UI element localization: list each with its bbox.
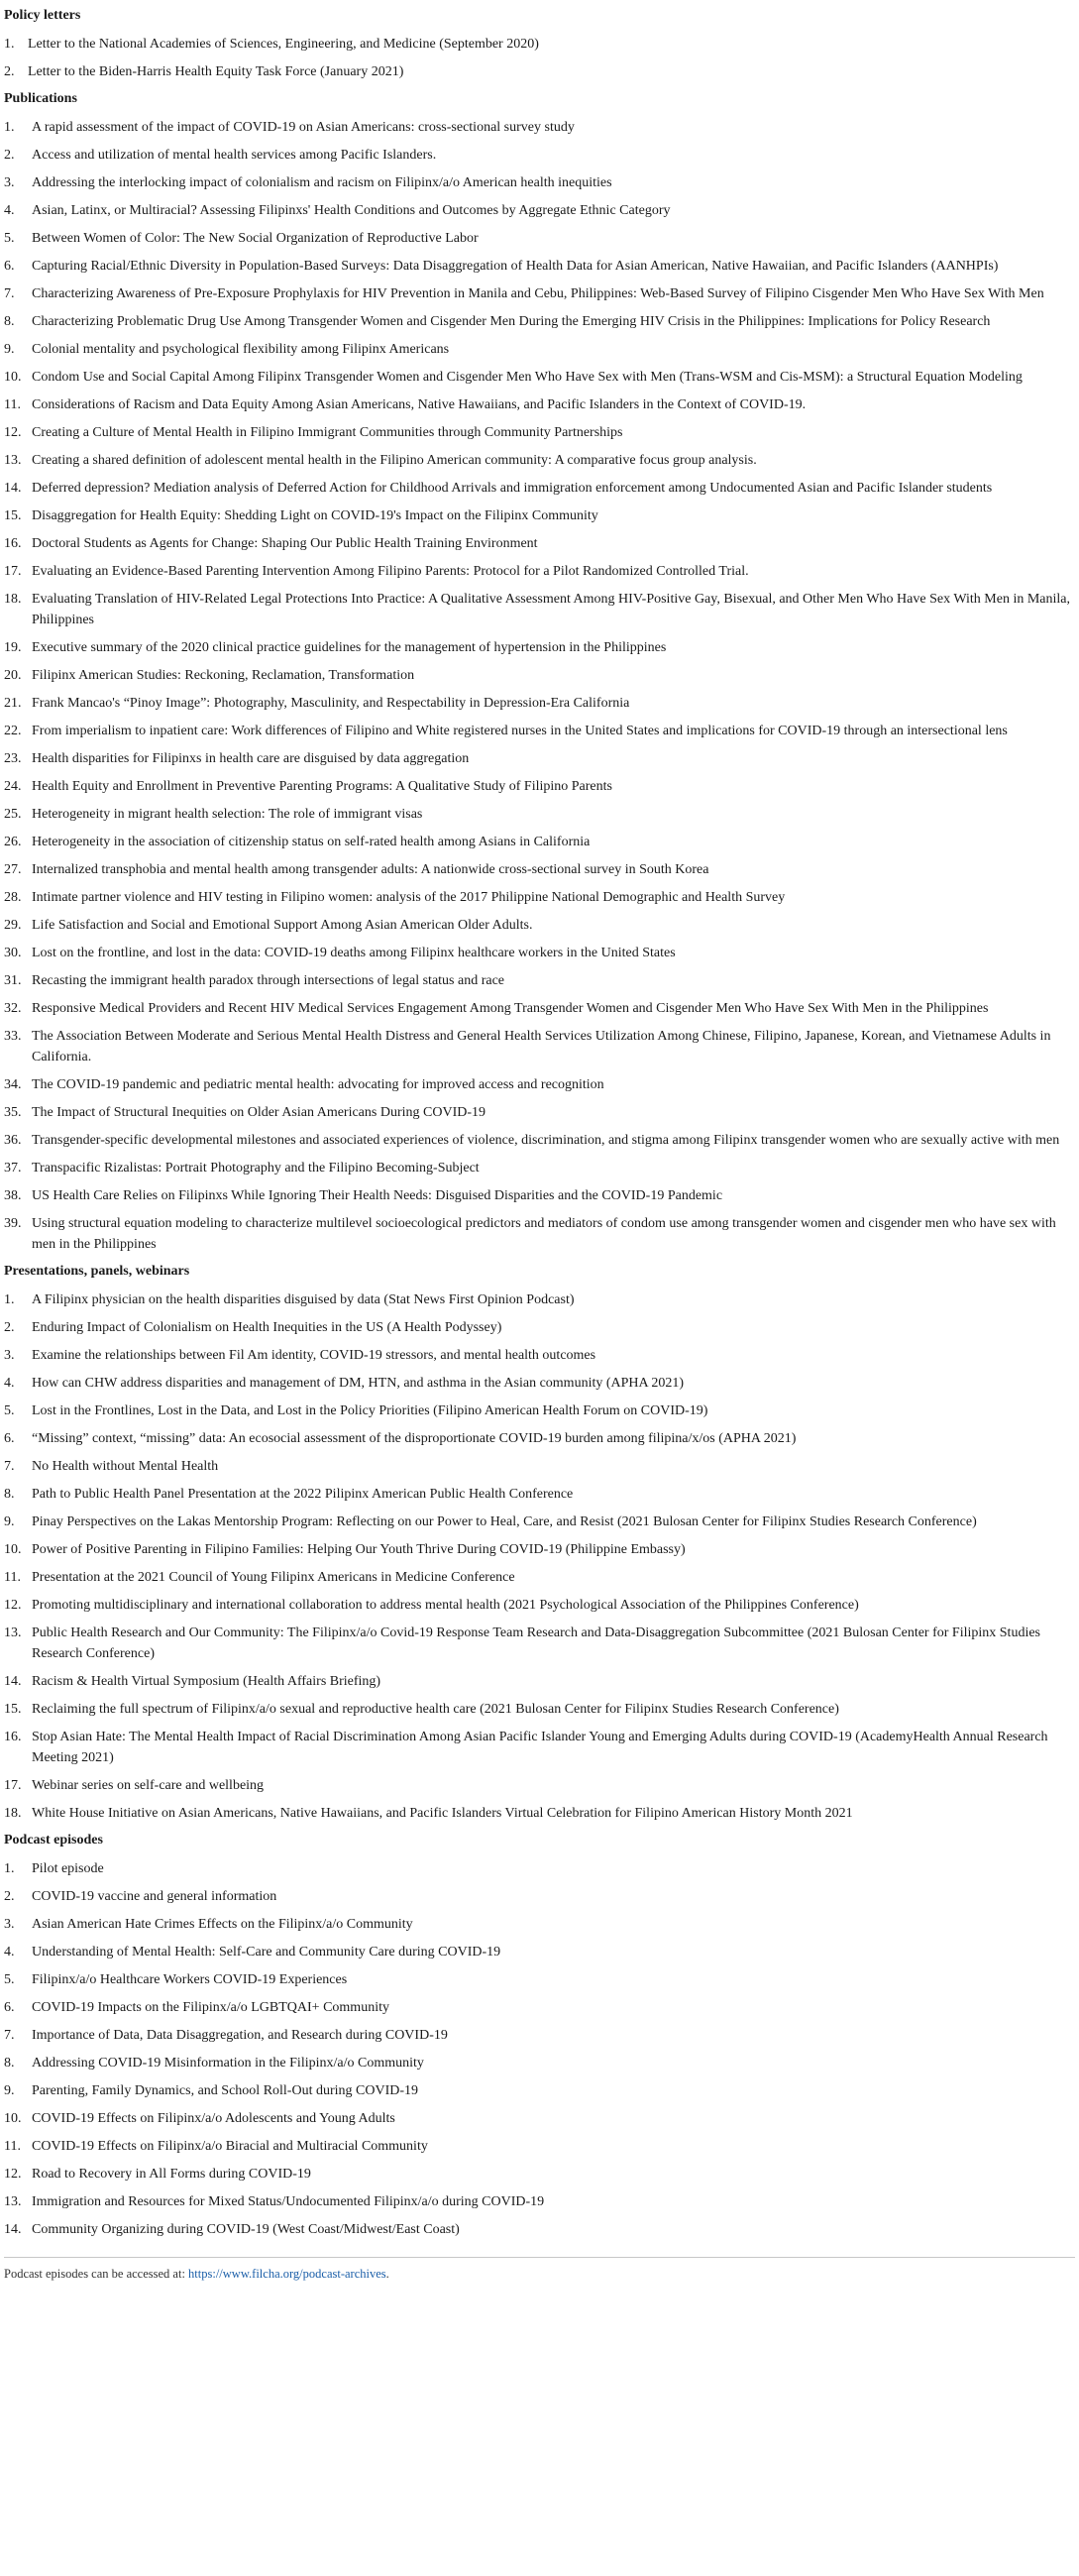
list-item-number: 39. [4, 1215, 22, 1231]
publication-item [4, 717, 1075, 744]
list-item-number: 10. [4, 369, 22, 385]
list-item-text: Pinay Perspectives on the Lakas Mentorship Program: Reflecting on our Power to Heal, Care, and Resist (2021 Bulosan Center for Filipinx Studies Research Conference) [32, 1513, 977, 1529]
list-item-text: The COVID-19 pandemic and pediatric mental health: advocating for improved access and recognition [32, 1076, 604, 1092]
list-item-number: 6. [4, 1999, 15, 2015]
list-item-number: 8. [4, 313, 15, 329]
list-item-number: 18. [4, 1805, 22, 1821]
list-item-number: 31. [4, 972, 22, 988]
list-item-number: 15. [4, 1701, 22, 1717]
list-item-number: 21. [4, 695, 22, 711]
list-item-text: COVID-19 Impacts on the Filipinx/a/o LGBTQAI+ Community [32, 1999, 389, 2015]
list-item-text: The Association Between Moderate and Serious Mental Health Distress and General Health Services Utilization Among Chinese, Filipino, Japanese, Korean, and Vietnamese Adults in California. [32, 1028, 1051, 1064]
list-item-text: The Impact of Structural Inequities on Older Asian Americans During COVID-19 [32, 1104, 486, 1120]
presentation-item [4, 1286, 1075, 1313]
list-item-number: 12. [4, 2166, 22, 2182]
publication-item [4, 1070, 1075, 1098]
podcast-episode-item [4, 2132, 1075, 2160]
publication-item [4, 661, 1075, 689]
list-item-number: 5. [4, 230, 15, 246]
list-item-text: Understanding of Mental Health: Self-Care and Community Care during COVID-19 [32, 1944, 501, 1960]
list-item-text: Responsive Medical Providers and Recent HIV Medical Services Engagement Among Transgender Women and Cisgender Men Who Have Sex With Men in the Philippines [32, 1000, 989, 1016]
list-item-number: 22. [4, 723, 22, 738]
podcast-episode-item [4, 1910, 1075, 1938]
publications-list [4, 113, 1075, 1258]
publication-item [4, 418, 1075, 446]
publication-item [4, 966, 1075, 994]
publication-item [4, 689, 1075, 717]
podcast-episode-item [4, 1882, 1075, 1910]
list-item-number: 2. [4, 1888, 15, 1904]
publication-item [4, 855, 1075, 883]
list-item-number: 8. [4, 2055, 15, 2071]
list-item-number: 9. [4, 1513, 15, 1529]
list-item-text: Addressing COVID-19 Misinformation in the Filipinx/a/o Community [32, 2055, 424, 2071]
list-item-text: White House Initiative on Asian Americans, Native Hawaiians, and Pacific Islanders Virtual Celebration for Filipino American History Month 2021 [32, 1805, 853, 1821]
list-item-text: Colonial mentality and psychological flexibility among Filipinx Americans [32, 341, 450, 357]
list-item-number: 20. [4, 667, 22, 683]
publication-item [4, 883, 1075, 911]
list-item-text: COVID-19 vaccine and general information [32, 1888, 277, 1904]
list-item-number: 3. [4, 174, 15, 190]
presentation-item [4, 1695, 1075, 1723]
list-item-text: Parenting, Family Dynamics, and School Roll-Out during COVID-19 [32, 2082, 419, 2098]
list-item-number: 16. [4, 1729, 22, 1744]
list-item-number: 26. [4, 834, 22, 849]
policy-letter-item [4, 30, 1075, 57]
list-item-text: COVID-19 Effects on Filipinx/a/o Biracial and Multiracial Community [32, 2138, 428, 2154]
list-item-number: 9. [4, 2082, 15, 2098]
policy-letters-list [4, 30, 1075, 85]
publication-item [4, 307, 1075, 335]
presentation-item [4, 1452, 1075, 1480]
list-item-text: Health Equity and Enrollment in Preventive Parenting Programs: A Qualitative Study of Filipino Parents [32, 778, 612, 794]
list-item-number: 17. [4, 563, 22, 579]
list-item-text: Asian, Latinx, or Multiracial? Assessing Filipinxs' Health Conditions and Outcomes by Aggregate Ethnic Category [32, 202, 671, 218]
publication-item [4, 141, 1075, 168]
list-item-text: Between Women of Color: The New Social Organization of Reproductive Labor [32, 230, 479, 246]
podcast-episode-item [4, 2187, 1075, 2215]
list-item-text: Promoting multidisciplinary and international collaboration to address mental health (2021 Psychological Association of the Philippines Conference) [32, 1597, 859, 1613]
list-item-number: 2. [4, 1319, 15, 1335]
list-item-number: 6. [4, 1430, 15, 1446]
list-item-number: 2. [4, 63, 15, 79]
publication-item [4, 939, 1075, 966]
list-item-number: 1. [4, 1860, 15, 1876]
list-item-number: 7. [4, 1458, 15, 1474]
list-item-text: Filipinx/a/o Healthcare Workers COVID-19 Experiences [32, 1971, 348, 1987]
publication-item [4, 1181, 1075, 1209]
publication-item [4, 113, 1075, 141]
list-item-number: 5. [4, 1971, 15, 1987]
list-item-text: Intimate partner violence and HIV testing in Filipino women: analysis of the 2017 Philippine National Demographic and Health Survey [32, 889, 786, 905]
footnote-end: . [385, 2267, 389, 2281]
list-item-number: 13. [4, 1624, 22, 1640]
presentation-item [4, 1591, 1075, 1619]
list-item-text: Characterizing Problematic Drug Use Among Transgender Women and Cisgender Men During the Emerging HIV Crisis in the Philippines: Implications for Policy Research [32, 313, 991, 329]
list-item-number: 14. [4, 480, 22, 496]
list-item-text: Executive summary of the 2020 clinical practice guidelines for the management of hypertension in the Philippines [32, 639, 667, 655]
list-item-number: 38. [4, 1187, 22, 1203]
publication-item [4, 474, 1075, 502]
podcast-episode-item [4, 2049, 1075, 2076]
presentation-item [4, 1341, 1075, 1369]
list-item-text: “Missing” context, “missing” data: An ecosocial assessment of the disproportionate COVID-19 burden among filipina/x/os (APHA 2021) [32, 1430, 797, 1446]
list-item-number: 32. [4, 1000, 22, 1016]
presentation-item [4, 1535, 1075, 1563]
presentation-item [4, 1723, 1075, 1771]
list-item-number: 12. [4, 424, 22, 440]
list-item-text: Transpacific Rizalistas: Portrait Photography and the Filipino Becoming-Subject [32, 1160, 480, 1176]
list-item-text: Transgender-specific developmental milestones and associated experiences of violence, discrimination, and stigma among Filipinx transgender women who are sexually active with men [32, 1132, 1060, 1148]
list-item-number: 7. [4, 2027, 15, 2043]
podcast-heading: Podcast episodes [4, 1833, 103, 1848]
list-item-number: 11. [4, 1569, 21, 1585]
list-item-text: Health disparities for Filipinxs in health care are disguised by data aggregation [32, 750, 470, 766]
policy-letter-item [4, 57, 1075, 85]
list-item-text: Characterizing Awareness of Pre-Exposure Prophylaxis for HIV Prevention in Manila and Cebu, Philippines: Web-Based Survey of Filipino Cisgender Men Who Have Sex With Men [32, 285, 1044, 301]
list-item-text: Capturing Racial/Ethnic Diversity in Population-Based Surveys: Data Disaggregation of Health Data for Asian American, Native Hawaiian, and Pacific Islanders (AANHPIs) [32, 258, 999, 274]
presentation-item [4, 1799, 1075, 1827]
list-item-number: 13. [4, 2193, 22, 2209]
footnote-text: Podcast episodes can be accessed at: [4, 2267, 189, 2281]
list-item-text: A rapid assessment of the impact of COVID-19 on Asian Americans: cross-sectional survey study [32, 119, 575, 135]
list-item-text: Importance of Data, Data Disaggregation, and Research during COVID-19 [32, 2027, 448, 2043]
publication-item [4, 529, 1075, 557]
publication-item [4, 196, 1075, 224]
list-item-number: 10. [4, 2110, 22, 2126]
presentation-item [4, 1667, 1075, 1695]
list-item-text: Life Satisfaction and Social and Emotional Support Among Asian American Older Adults. [32, 917, 533, 933]
list-item-text: Road to Recovery in All Forms during COVID-19 [32, 2166, 311, 2182]
publication-item [4, 1209, 1075, 1258]
list-item-number: 4. [4, 1944, 15, 1960]
list-item-text: Creating a Culture of Mental Health in Filipino Immigrant Communities through Community Partnerships [32, 424, 623, 440]
presentation-item [4, 1397, 1075, 1424]
list-item-number: 19. [4, 639, 22, 655]
list-item-number: 35. [4, 1104, 22, 1120]
podcast-episode-item [4, 2104, 1075, 2132]
list-item-text: Access and utilization of mental health services among Pacific Islanders. [32, 147, 437, 163]
list-item-number: 4. [4, 1375, 15, 1391]
list-item-number: 8. [4, 1486, 15, 1502]
list-item-text: Evaluating an Evidence-Based Parenting Intervention Among Filipino Parents: Protocol for a Pilot Randomized Controlled Trial. [32, 563, 749, 579]
podcast-episode-item [4, 2215, 1075, 2243]
list-item-number: 13. [4, 452, 22, 468]
list-item-text: Community Organizing during COVID-19 (West Coast/Midwest/East Coast) [32, 2221, 460, 2237]
publication-item [4, 224, 1075, 252]
list-item-text: COVID-19 Effects on Filipinx/a/o Adolescents and Young Adults [32, 2110, 395, 2126]
list-item-text: Doctoral Students as Agents for Change: Shaping Our Public Health Training Environment [32, 535, 538, 551]
publication-item [4, 168, 1075, 196]
list-item-text: Filipinx American Studies: Reckoning, Reclamation, Transformation [32, 667, 415, 683]
presentation-item [4, 1424, 1075, 1452]
list-item-number: 11. [4, 2138, 21, 2154]
presentation-item [4, 1480, 1075, 1508]
list-item-text: Recasting the immigrant health paradox through intersections of legal status and race [32, 972, 505, 988]
list-item-number: 3. [4, 1347, 15, 1363]
list-item-number: 24. [4, 778, 22, 794]
list-item-number: 15. [4, 507, 22, 523]
list-item-text: Lost in the Frontlines, Lost in the Data, and Lost in the Policy Priorities (Filipino American Health Forum on COVID-19) [32, 1402, 708, 1418]
list-item-text: Reclaiming the full spectrum of Filipinx/a/o sexual and reproductive health care (2021 Bulosan Center for Filipinx Studies Research Conference) [32, 1701, 839, 1717]
list-item-number: 27. [4, 861, 22, 877]
list-item-number: 4. [4, 202, 15, 218]
presentations-list [4, 1286, 1075, 1827]
list-item-number: 33. [4, 1028, 22, 1044]
publication-item [4, 800, 1075, 828]
presentation-item [4, 1771, 1075, 1799]
list-item-text: From imperialism to inpatient care: Work differences of Filipino and White registered nurses in the United States and implications for COVID-19 through an intersectional lens [32, 723, 1008, 738]
list-item-text: Enduring Impact of Colonialism on Health Inequities in the US (A Health Podyssey) [32, 1319, 502, 1335]
list-item-text: A Filipinx physician on the health disparities disguised by data (Stat News First Opinion Podcast) [32, 1291, 575, 1307]
list-item-number: 1. [4, 36, 15, 52]
presentation-item [4, 1369, 1075, 1397]
publication-item [4, 280, 1075, 307]
list-item-number: 37. [4, 1160, 22, 1176]
publication-item [4, 557, 1075, 585]
list-item-text: Examine the relationships between Fil Am identity, COVID-19 stressors, and mental health outcomes [32, 1347, 596, 1363]
presentations-heading: Presentations, panels, webinars [4, 1264, 190, 1279]
publication-item [4, 335, 1075, 363]
list-item-text: Letter to the Biden-Harris Health Equity Task Force (January 2021) [28, 63, 404, 79]
list-item-text: Path to Public Health Panel Presentation at the 2022 Pilipinx American Public Health Conference [32, 1486, 574, 1502]
list-item-number: 30. [4, 945, 22, 960]
podcast-episode-item [4, 1993, 1075, 2021]
podcast-episode-item [4, 1965, 1075, 1993]
list-item-number: 9. [4, 341, 15, 357]
publication-item [4, 252, 1075, 280]
list-item-text: Disaggregation for Health Equity: Shedding Light on COVID-19's Impact on the Filipinx Community [32, 507, 598, 523]
publication-item [4, 1154, 1075, 1181]
publication-item [4, 391, 1075, 418]
list-item-text: Lost on the frontline, and lost in the data: COVID-19 deaths among Filipinx healthcare workers in the United States [32, 945, 676, 960]
list-item-number: 34. [4, 1076, 22, 1092]
list-item-text: Pilot episode [32, 1860, 104, 1876]
list-item-number: 10. [4, 1541, 22, 1557]
presentation-item [4, 1508, 1075, 1535]
footnote [4, 2264, 1075, 2284]
list-item-number: 11. [4, 396, 21, 412]
list-item-text: Deferred depression? Mediation analysis of Deferred Action for Childhood Arrivals and immigration enforcement among Undocumented Asian and Pacific Islander students [32, 480, 993, 496]
list-item-text: Stop Asian Hate: The Mental Health Impact of Racial Discrimination Among Asian Pacific Islander Young and Emerging Adults during COVID-19 (AcademyHealth Annual Research Meeting 2021) [32, 1729, 1048, 1765]
publication-item [4, 911, 1075, 939]
list-item-number: 29. [4, 917, 22, 933]
publication-item [4, 772, 1075, 800]
footnote-divider [4, 2257, 1075, 2258]
podcast-episode-item [4, 1854, 1075, 1882]
list-item-text: Letter to the National Academies of Sciences, Engineering, and Medicine (September 2020) [28, 36, 539, 52]
list-item-text: Presentation at the 2021 Council of Young Filipinx Americans in Medicine Conference [32, 1569, 515, 1585]
list-item-text: Immigration and Resources for Mixed Status/Undocumented Filipinx/a/o during COVID-19 [32, 2193, 545, 2209]
list-item-number: 14. [4, 1673, 22, 1689]
list-item-text: Evaluating Translation of HIV-Related Legal Protections Into Practice: A Qualitative Assessment Among HIV-Positive Gay, Bisexual, and Other Men Who Have Sex With Men in Manila, Philippines [32, 591, 1070, 627]
presentation-item [4, 1563, 1075, 1591]
list-item-text: Internalized transphobia and mental health among transgender adults: A nationwide cross-sectional survey in South Korea [32, 861, 709, 877]
publication-item [4, 363, 1075, 391]
list-item-number: 17. [4, 1777, 22, 1793]
list-item-number: 23. [4, 750, 22, 766]
list-item-text: Power of Positive Parenting in Filipino Families: Helping Our Youth Thrive During COVID-19 (Philippine Embassy) [32, 1541, 686, 1557]
publication-item [4, 828, 1075, 855]
list-item-number: 18. [4, 591, 22, 607]
podcast-episode-item [4, 2076, 1075, 2104]
list-item-number: 3. [4, 1916, 15, 1932]
list-item-number: 12. [4, 1597, 22, 1613]
list-item-number: 14. [4, 2221, 22, 2237]
list-item-number: 2. [4, 147, 15, 163]
podcast-episode-item [4, 1938, 1075, 1965]
publication-item [4, 994, 1075, 1022]
list-item-number: 28. [4, 889, 22, 905]
list-item-number: 16. [4, 535, 22, 551]
publications-heading: Publications [4, 91, 77, 106]
list-item-text: Asian American Hate Crimes Effects on the Filipinx/a/o Community [32, 1916, 413, 1932]
list-item-number: 5. [4, 1402, 15, 1418]
list-item-text: Considerations of Racism and Data Equity Among Asian Americans, Native Hawaiians, and Pacific Islanders in the Context of COVID-19. [32, 396, 807, 412]
publication-item [4, 1126, 1075, 1154]
publication-item [4, 744, 1075, 772]
list-item-number: 36. [4, 1132, 22, 1148]
list-item-text: No Health without Mental Health [32, 1458, 219, 1474]
publication-item [4, 585, 1075, 633]
podcast-episode-item [4, 2021, 1075, 2049]
list-item-number: 6. [4, 258, 15, 274]
list-item-text: Addressing the interlocking impact of colonialism and racism on Filipinx/a/o American health inequities [32, 174, 612, 190]
list-item-text: Frank Mancao's “Pinoy Image”: Photography, Masculinity, and Respectability in Depression-Era California [32, 695, 630, 711]
publication-item [4, 446, 1075, 474]
list-item-text: Using structural equation modeling to characterize multilevel socioecological predictors and mediators of condom use among transgender women and cisgender men who have sex with men in the Philippines [32, 1215, 1056, 1252]
podcast-episode-item [4, 2160, 1075, 2187]
policy-letters-heading: Policy letters [4, 8, 81, 23]
list-item-text: Condom Use and Social Capital Among Filipinx Transgender Women and Cisgender Men Who Have Sex with Men (Trans-WSM and Cis-MSM): a Structural Equation Modeling [32, 369, 1023, 385]
publication-item [4, 502, 1075, 529]
publication-item [4, 1022, 1075, 1070]
list-item-text: Heterogeneity in migrant health selection: The role of immigrant visas [32, 806, 423, 822]
list-item-number: 1. [4, 119, 15, 135]
podcast-list [4, 1854, 1075, 2243]
podcast-archive-link[interactable]: https://www.filcha.org/podcast-archives [188, 2267, 386, 2281]
list-item-text: Webinar series on self-care and wellbeing [32, 1777, 265, 1793]
list-item-number: 25. [4, 806, 22, 822]
list-item-number: 7. [4, 285, 15, 301]
presentation-item [4, 1313, 1075, 1341]
list-item-text: Heterogeneity in the association of citizenship status on self-rated health among Asians in California [32, 834, 591, 849]
publication-item [4, 633, 1075, 661]
list-item-text: Public Health Research and Our Community: The Filipinx/a/o Covid-19 Response Team Research and Data-Disaggregation Subcommittee (2021 Bulosan Center for Filipinx Studies Research Conference) [32, 1624, 1040, 1661]
presentation-item [4, 1619, 1075, 1667]
list-item-text: Creating a shared definition of adolescent mental health in the Filipino American community: A comparative focus group analysis. [32, 452, 757, 468]
list-item-text: US Health Care Relies on Filipinxs While Ignoring Their Health Needs: Disguised Disparities and the COVID-19 Pandemic [32, 1187, 723, 1203]
list-item-text: How can CHW address disparities and management of DM, HTN, and asthma in the Asian community (APHA 2021) [32, 1375, 685, 1391]
publication-item [4, 1098, 1075, 1126]
list-item-text: Racism & Health Virtual Symposium (Health Affairs Briefing) [32, 1673, 381, 1689]
list-item-number: 1. [4, 1291, 15, 1307]
